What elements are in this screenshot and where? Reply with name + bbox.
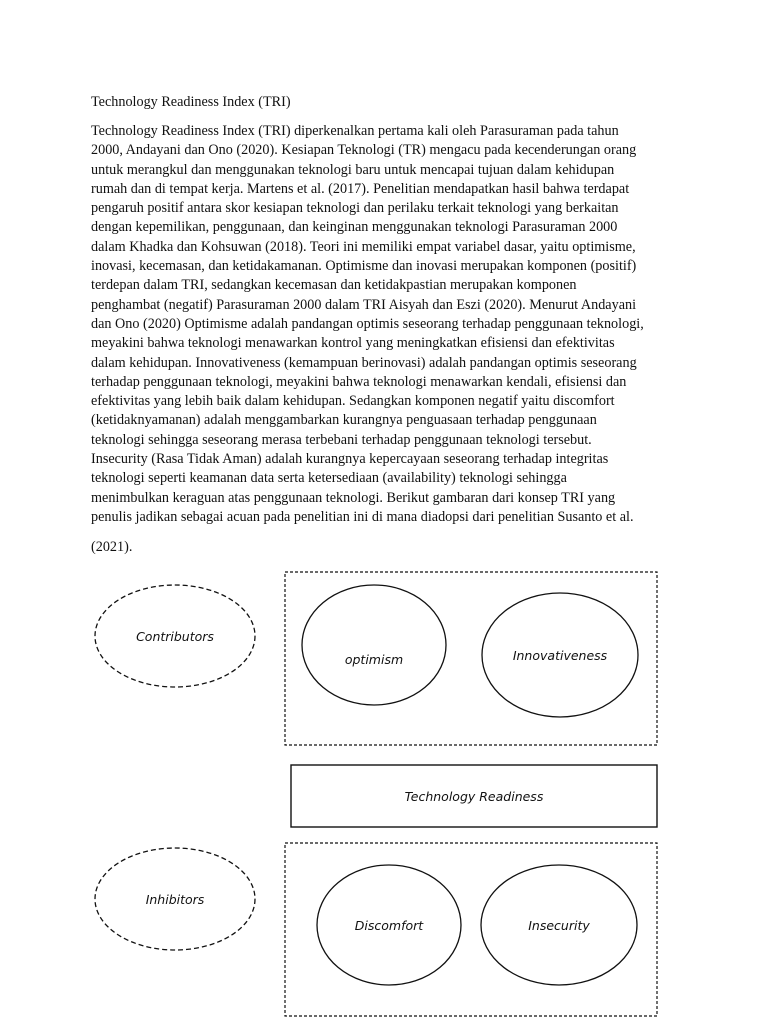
paragraph-line: terdepan dalam TRI, sedangkan kecemasan dan ketidakpastian merupakan komponen [91, 277, 577, 294]
technology-readiness-label: Technology Readiness [404, 789, 544, 804]
optimism-label: optimism [344, 652, 404, 667]
paragraph-line: dalam Khadka dan Kohsuwan (2018). Teori ini memiliki empat variabel dasar, yaitu optimisme, [91, 238, 636, 255]
inhibitors-box [285, 843, 657, 1016]
inhibitors-label: Inhibitors [145, 892, 205, 907]
paragraph-line: meyakini bahwa teknologi menawarkan kontrol yang meningkatkan efisiensi dan efektivitas [91, 335, 615, 352]
paragraph-line: dalam kehidupan. Innovativeness (kemampuan berinovasi) adalah pandangan optimis seseorang [91, 354, 637, 371]
paragraph-line: teknologi seperti keamanan data serta ketersediaan (availability) teknologi sehingga [91, 470, 567, 487]
paragraph-line: penghambat (negatif) Parasuraman 2000 dalam TRI Aisyah dan Eszi (2020). Menurut Andayani [91, 296, 637, 313]
paragraph-line: terhadap penggunaan teknologi, meyakini bahwa teknologi menawarkan kendali, efisiensi dan [91, 373, 627, 390]
paragraph-line: 2000, Andayani dan Ono (2020). Kesiapan Teknologi (TR) mengacu pada kecenderungan orang [91, 142, 637, 159]
paragraph-line: dengan kepemilikan, penggunaan, dan keinginan menggunakan teknologi Parasuraman 2000 [91, 219, 618, 236]
citation-year: (2021). [91, 539, 133, 555]
paragraph-line: penulis jadikan sebagai acuan pada penelitian ini di mana diadopsi dari penelitian Susanto et al. [91, 508, 634, 525]
section-heading: Technology Readiness Index (TRI) [91, 94, 291, 110]
body-paragraph [91, 122, 691, 527]
tri-concept-diagram [0, 560, 768, 1024]
optimism-ellipse [302, 585, 446, 705]
paragraph-line: pengaruh positif antara skor kesiapan teknologi dan perilaku terkait teknologi yang berkaitan [91, 200, 619, 217]
contributors-label: Contributors [136, 629, 214, 644]
innovativeness-label: Innovativeness [512, 648, 608, 663]
insecurity-label: Insecurity [528, 918, 590, 933]
paragraph-line: (ketidaknyamanan) adalah menggambarkan kurangnya penguasaan terhadap penggunaan [91, 412, 597, 429]
paragraph-line: rumah dan di tempat kerja. Martens et al. (2017). Penelitian mendapatkan hasil bahwa terdapat [91, 180, 630, 197]
paragraph-line: efektivitas yang lebih baik dalam kehidupan. Sedangkan komponen negatif yaitu discomfort [91, 393, 615, 410]
paragraph-line: menimbulkan keraguan atas penggunaan teknologi. Berikut gambaran dari konsep TRI yang [91, 489, 616, 506]
paragraph-line: untuk merangkul dan menggunakan teknologi baru untuk mencapai tujuan dalam kehidupan [91, 161, 615, 178]
paragraph-line: Technology Readiness Index (TRI) diperkenalkan pertama kali oleh Parasuraman pada tahun [91, 123, 619, 139]
paragraph-line: Insecurity (Rasa Tidak Aman) adalah kurangnya kepercayaan seseorang terhadap integritas [91, 451, 609, 468]
paragraph-line: inovasi, kecemasan, dan ketidakamanan. Optimisme dan inovasi merupakan komponen (positif) [91, 258, 637, 275]
discomfort-label: Discomfort [354, 918, 424, 933]
paragraph-line: dan Ono (2020) Optimisme adalah pandangan optimis seseorang terhadap penggunaan teknologi, [91, 315, 644, 332]
paragraph-line: teknologi sehingga seseorang merasa terbebani terhadap penggunaan teknologi tersebut. [91, 431, 592, 448]
